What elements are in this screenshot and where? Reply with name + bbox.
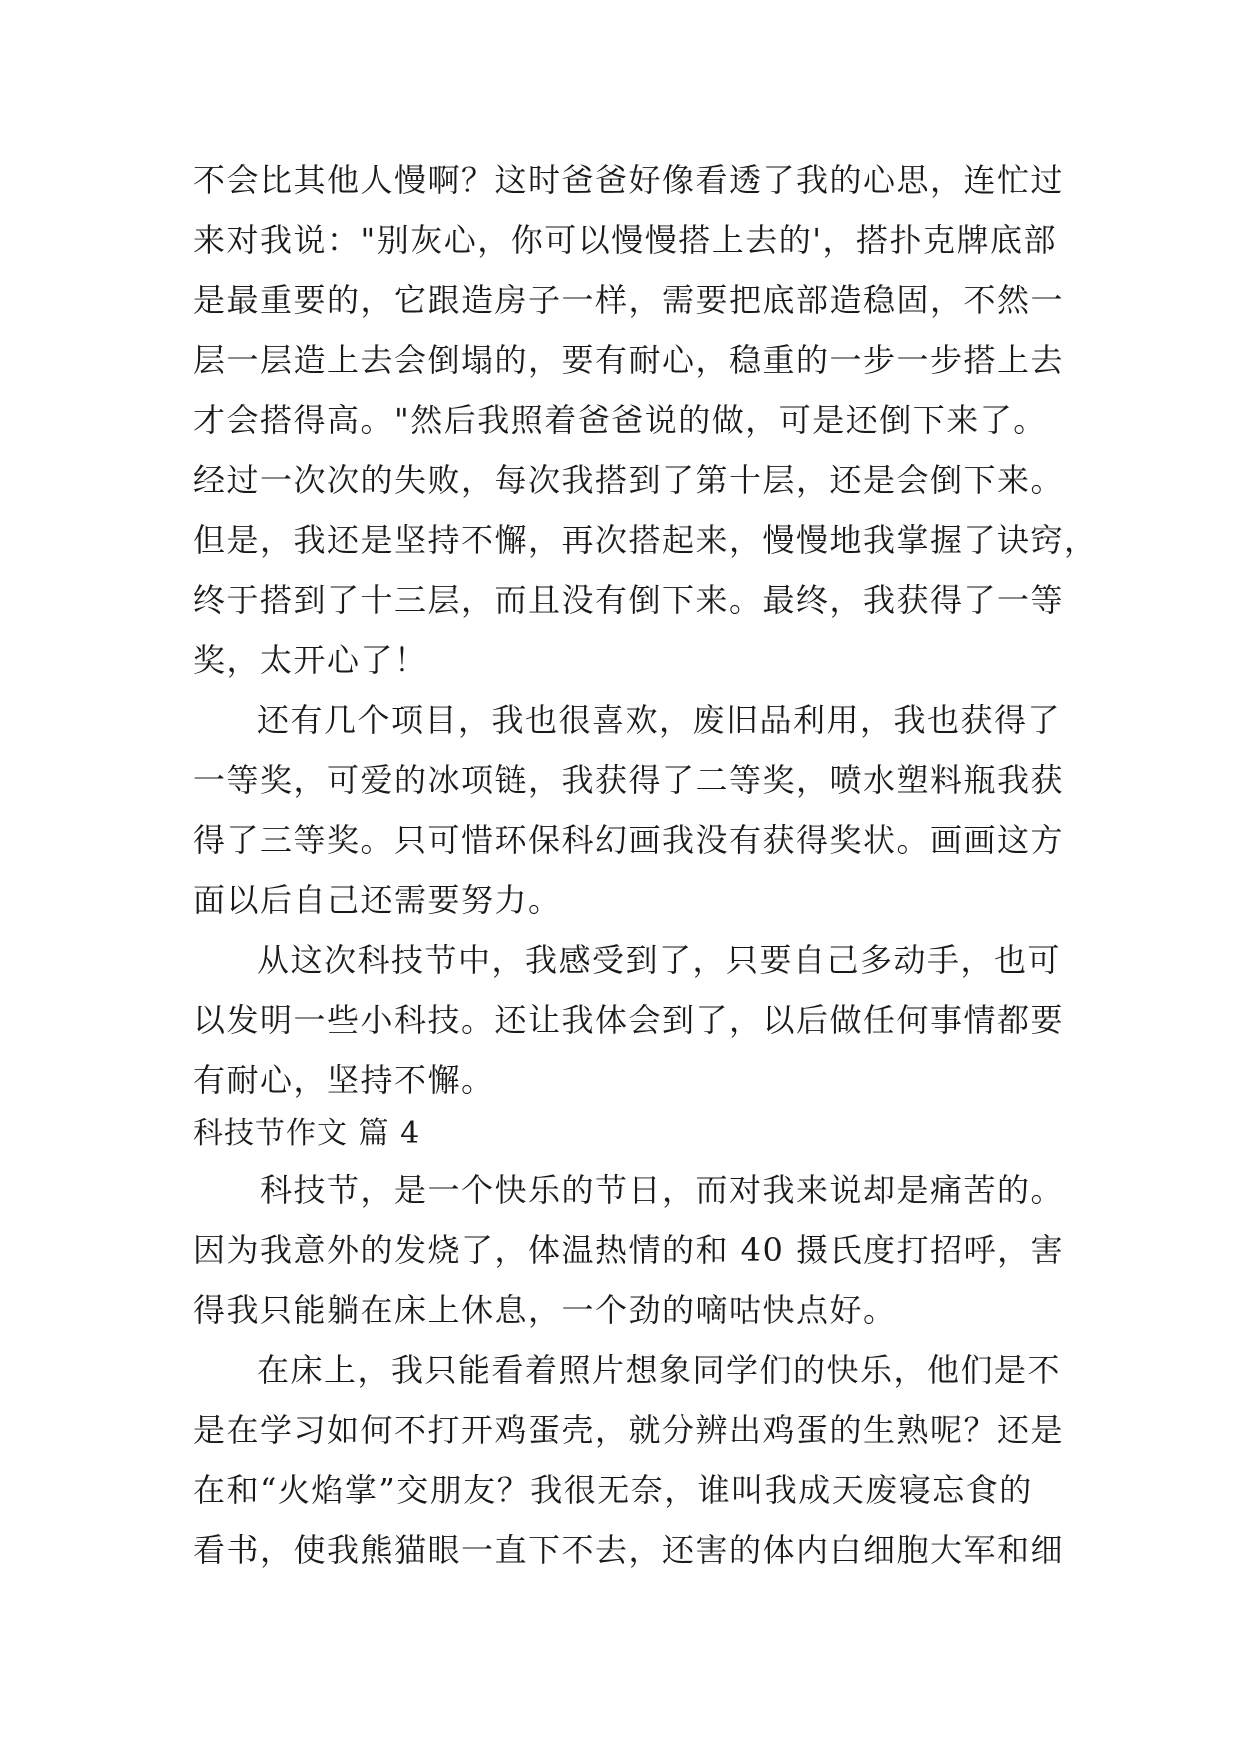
text-line: 是在学习如何不打开鸡蛋壳，就分辨出鸡蛋的生熟呢？还是 bbox=[193, 1411, 1065, 1449]
text-line: 层一层造上去会倒塌的，要有耐心，稳重的一步一步搭上去 bbox=[193, 341, 1065, 379]
text-line: 得了三等奖。只可惜环保科幻画我没有获得奖状。画画这方 bbox=[193, 821, 1065, 859]
text-line: 不会比其他人慢啊？这时爸爸好像看透了我的心思，连忙过 bbox=[193, 161, 1065, 199]
section-heading: 科技节作文 篇 4 bbox=[193, 1116, 421, 1151]
text-line: 来对我说："别灰心，你可以慢慢搭上去的'，搭扑克牌底部 bbox=[193, 221, 1058, 259]
text-line: 从这次科技节中，我感受到了，只要自己多动手，也可 bbox=[257, 941, 1062, 979]
text-line: 还有几个项目，我也很喜欢，废旧品利用，我也获得了 bbox=[257, 701, 1062, 739]
text-line: 因为我意外的发烧了，体温热情的和 40 摄氏度打招呼，害 bbox=[193, 1231, 1065, 1269]
text-line: 在床上，我只能看着照片想象同学们的快乐，他们是不 bbox=[257, 1351, 1062, 1389]
text-line: 看书，使我熊猫眼一直下不去，还害的体内白细胞大军和细 bbox=[193, 1531, 1065, 1569]
text-line: 面以后自己还需要努力。 bbox=[193, 881, 562, 919]
text-line: 奖，太开心了！ bbox=[193, 641, 428, 679]
text-line: 是最重要的，它跟造房子一样，需要把底部造稳固，不然一 bbox=[193, 281, 1065, 319]
text-line: 得我只能躺在床上休息，一个劲的嘀咕快点好。 bbox=[193, 1291, 897, 1329]
text-line: 有耐心，坚持不懈。 bbox=[193, 1061, 495, 1099]
text-line: 科技节，是一个快乐的节日，而对我来说却是痛苦的。 bbox=[260, 1171, 1065, 1209]
text-line: 一等奖，可爱的冰项链，我获得了二等奖，喷水塑料瓶我获 bbox=[193, 761, 1065, 799]
text-line: 终于搭到了十三层，而且没有倒下来。最终，我获得了一等 bbox=[193, 581, 1065, 619]
text-line: 经过一次次的失败，每次我搭到了第十层，还是会倒下来。 bbox=[193, 461, 1065, 499]
text-line: 但是，我还是坚持不懈，再次搭起来，慢慢地我掌握了诀窍， bbox=[193, 521, 1098, 559]
text-line: 在和“火焰掌”交朋友？我很无奈，谁叫我成天废寝忘食的 bbox=[193, 1471, 1033, 1509]
text-line: 以发明一些小科技。还让我体会到了，以后做任何事情都要 bbox=[193, 1001, 1065, 1039]
text-line: 才会搭得高。"然后我照着爸爸说的做，可是还倒下来了。 bbox=[193, 401, 1047, 439]
